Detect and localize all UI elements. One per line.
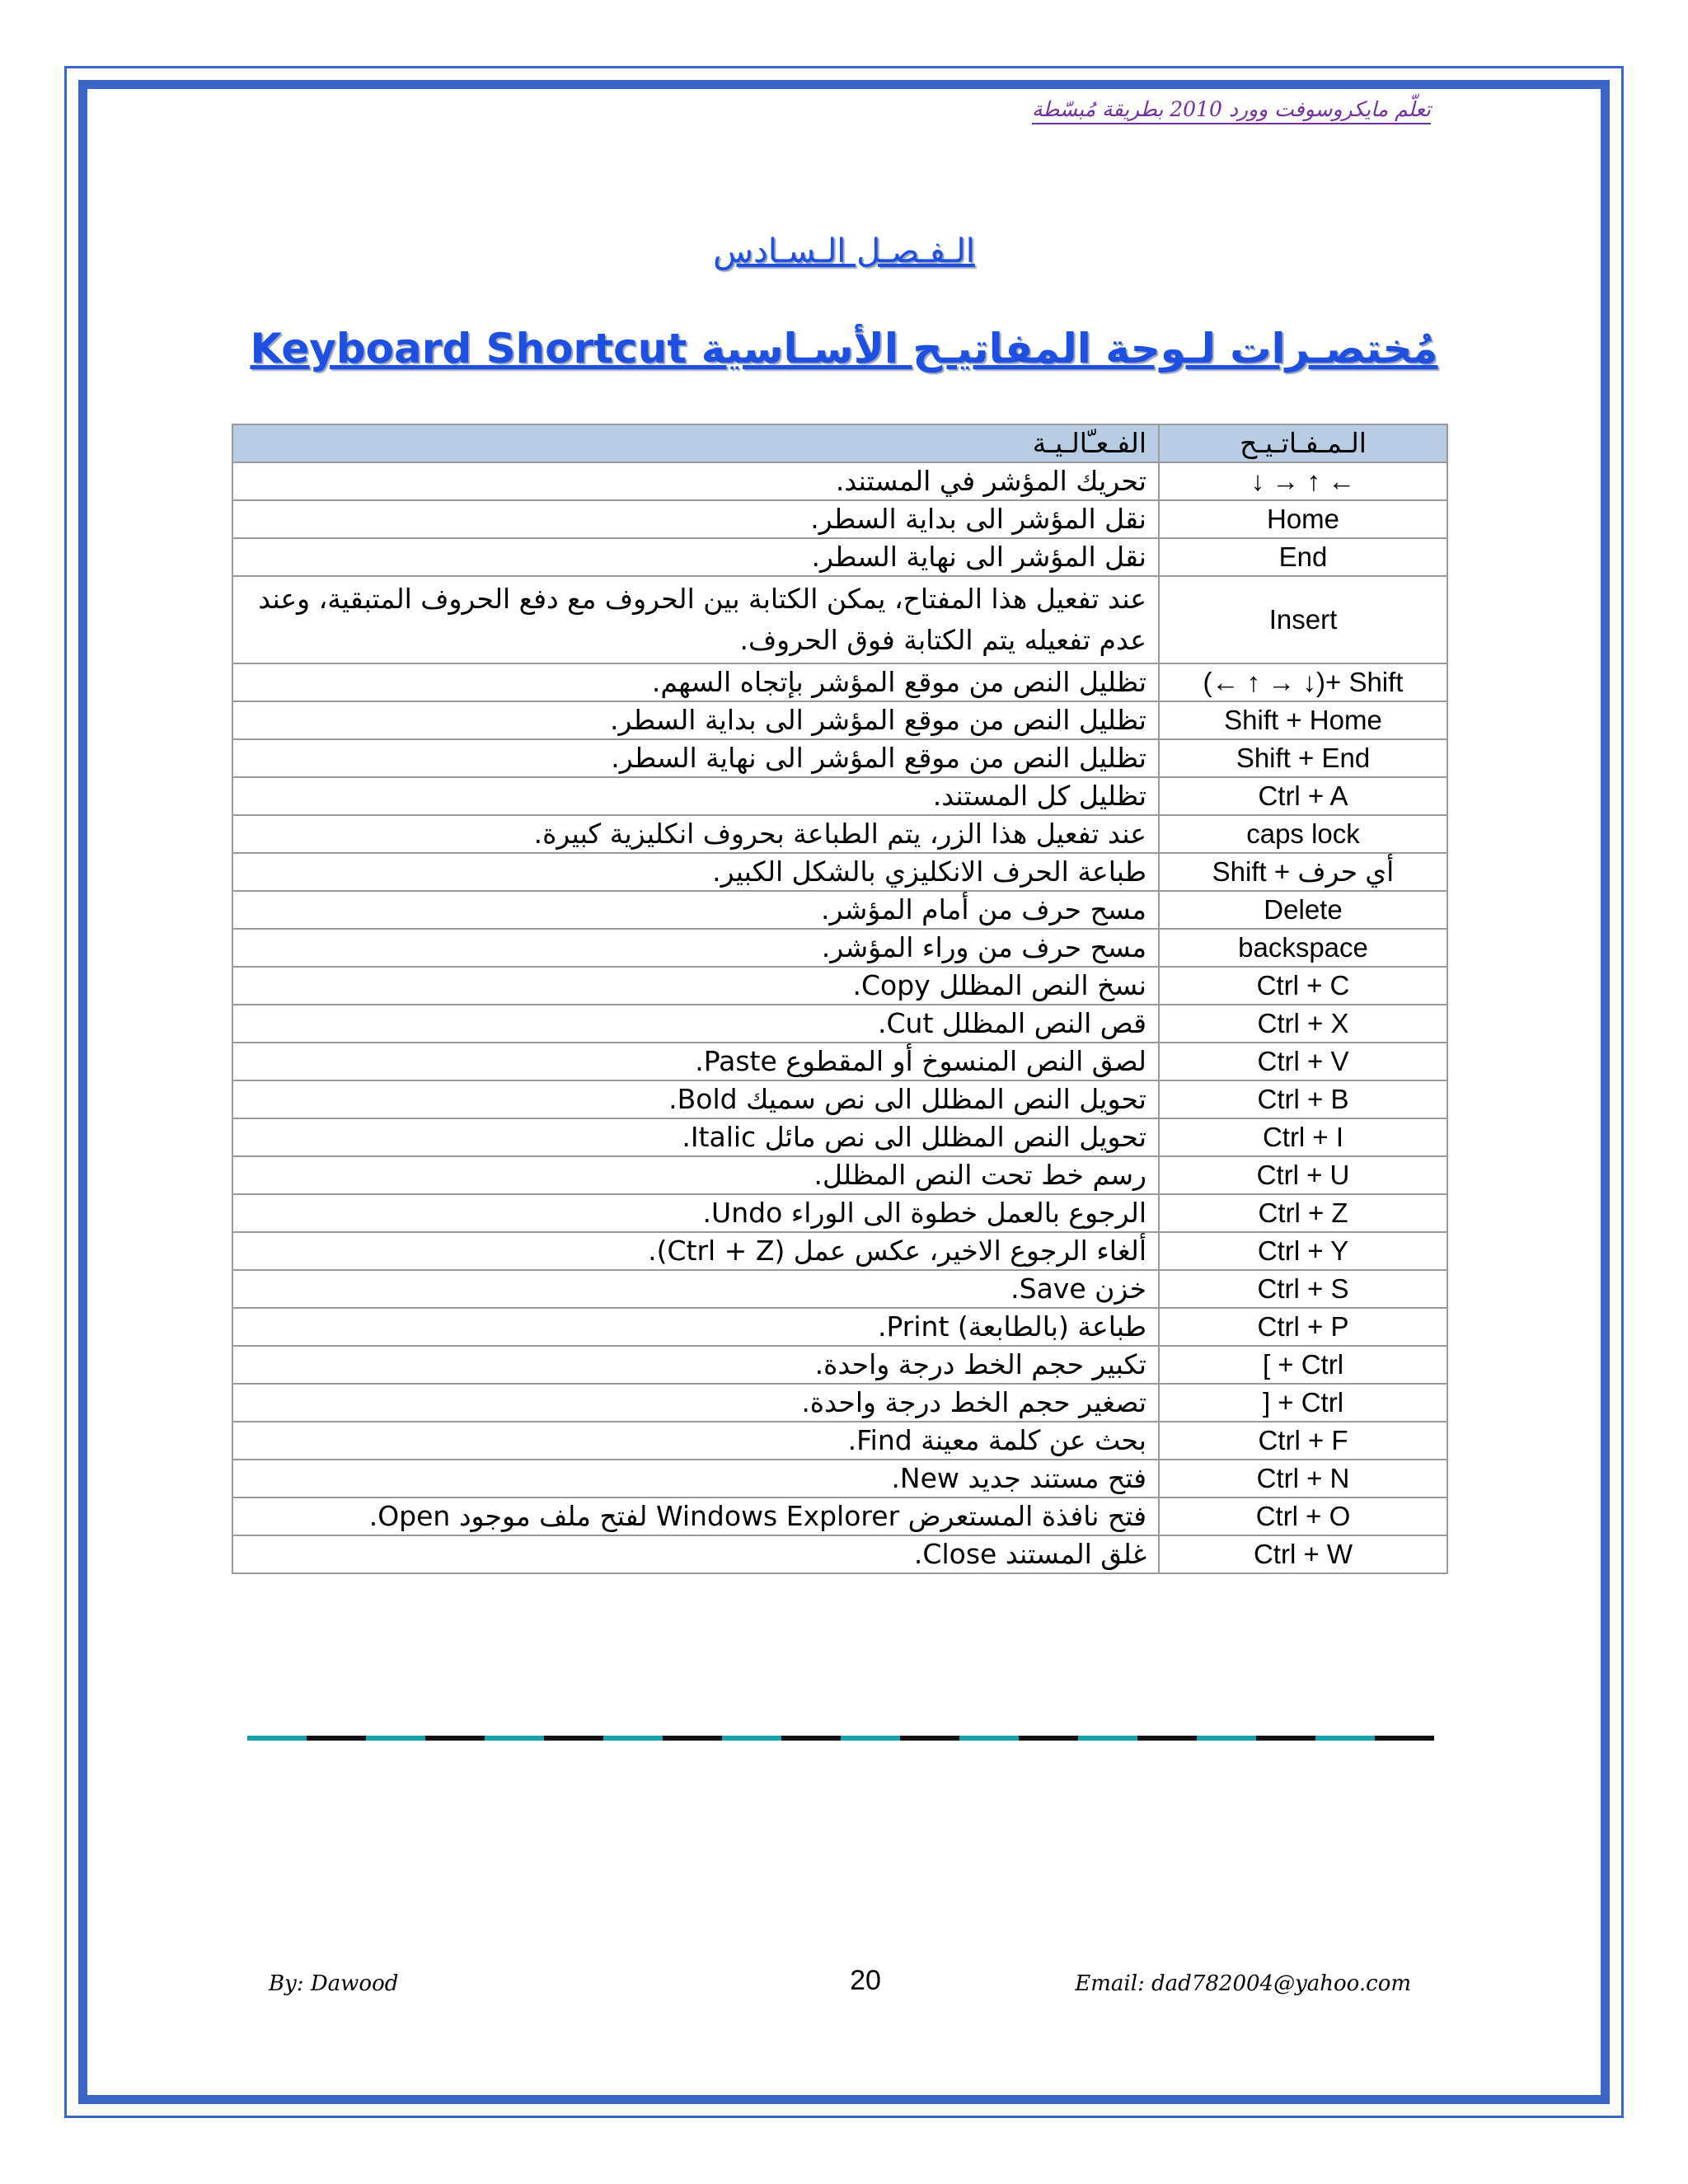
shortcut-function-cell: قص النص المظلل Cut. xyxy=(232,1005,1159,1043)
shortcut-key-cell: Shift + Home xyxy=(1159,701,1447,739)
table-body xyxy=(232,462,1447,1573)
shortcut-function-cell: فتح نافذة المستعرض Windows Explorer لفتح ملف موجود Open. xyxy=(232,1497,1159,1535)
shortcut-function-cell: الرجوع بالعمل خطوة الى الوراء Undo. xyxy=(232,1194,1159,1232)
footer-author: By: Dawood xyxy=(269,1971,399,1996)
table-header-row xyxy=(232,424,1447,462)
chapter-title: الـفـصـل الـسـادس xyxy=(713,232,975,270)
shortcut-key-cell: Ctrl + [ xyxy=(1159,1384,1447,1422)
shortcut-function-cell: عند تفعيل هذا المفتاح، يمكن الكتابة بين الحروف مع دفع الحروف المتبقية، وعند عدم تفعيله يتم الكتابة فوق الحروف. xyxy=(232,576,1159,663)
table-row xyxy=(232,576,1447,663)
shortcut-key-cell: Ctrl + I xyxy=(1159,1118,1447,1156)
shortcut-function-cell: لصق النص المنسوخ أو المقطوع Paste. xyxy=(232,1043,1159,1080)
shortcut-key-cell: backspace xyxy=(1159,929,1447,967)
shortcut-function-cell: تظليل كل المستند. xyxy=(232,777,1159,815)
table-row xyxy=(232,1422,1447,1460)
table-row xyxy=(232,1384,1447,1422)
shortcut-function-cell: نسخ النص المظلل Copy. xyxy=(232,967,1159,1005)
table-row xyxy=(232,1005,1447,1043)
shortcut-key-cell: Home xyxy=(1159,500,1447,538)
table-row xyxy=(232,1194,1447,1232)
shortcut-key-cell: Shift + End xyxy=(1159,739,1447,777)
section-title: مُختصـرات لـوحة المفاتيـح الأسـاسية Keyboard Shortcut xyxy=(250,325,1438,373)
shortcut-key-cell: End xyxy=(1159,538,1447,576)
shortcut-function-cell: تظليل النص من موقع المؤشر الى نهاية السطر. xyxy=(232,739,1159,777)
shortcut-key-cell: Ctrl + P xyxy=(1159,1308,1447,1346)
shortcut-key-cell: Ctrl + O xyxy=(1159,1497,1447,1535)
table-row xyxy=(232,967,1447,1005)
table-row xyxy=(232,500,1447,538)
function-column-header: الفـعـّالـيـة xyxy=(232,424,1159,462)
shortcut-function-cell: تكبير حجم الخط درجة واحدة. xyxy=(232,1346,1159,1384)
shortcut-key-cell: Ctrl + S xyxy=(1159,1270,1447,1308)
table-row xyxy=(232,853,1447,891)
table-row xyxy=(232,891,1447,929)
table-row xyxy=(232,777,1447,815)
table-row xyxy=(232,1270,1447,1308)
shortcut-function-cell: نقل المؤشر الى بداية السطر. xyxy=(232,500,1159,538)
table-row xyxy=(232,1118,1447,1156)
table-row xyxy=(232,929,1447,967)
shortcut-key-cell: أي حرف + Shift xyxy=(1159,853,1447,891)
shortcut-key-cell: Ctrl + Z xyxy=(1159,1194,1447,1232)
shortcut-function-cell: تحويل النص المظلل الى نص سميك Bold. xyxy=(232,1080,1159,1118)
table-row xyxy=(232,739,1447,777)
shortcut-key-cell: ← ↑ → ↓ xyxy=(1159,462,1447,500)
shortcut-function-cell: ألغاء الرجوع الاخير، عكس عمل (Ctrl + Z). xyxy=(232,1232,1159,1270)
shortcut-function-cell: رسم خط تحت النص المظلل. xyxy=(232,1156,1159,1194)
shortcut-key-cell: Shift +(↓ → ↑ ←) xyxy=(1159,663,1447,701)
shortcuts-table xyxy=(232,424,1448,1574)
shortcut-function-cell: طباعة (بالطابعة) Print. xyxy=(232,1308,1159,1346)
table-row xyxy=(232,701,1447,739)
table-row xyxy=(232,462,1447,500)
shortcut-key-cell: Ctrl + B xyxy=(1159,1080,1447,1118)
shortcut-function-cell: خزن Save. xyxy=(232,1270,1159,1308)
shortcut-function-cell: نقل المؤشر الى نهاية السطر. xyxy=(232,538,1159,576)
shortcut-function-cell: مسح حرف من وراء المؤشر. xyxy=(232,929,1159,967)
shortcut-function-cell: تظليل النص من موقع المؤشر بإتجاه السهم. xyxy=(232,663,1159,701)
table-row xyxy=(232,1346,1447,1384)
table-row xyxy=(232,1156,1447,1194)
table-row xyxy=(232,538,1447,576)
table-row xyxy=(232,1308,1447,1346)
page-number: 20 xyxy=(850,1965,881,1996)
shortcut-function-cell: غلق المستند Close. xyxy=(232,1535,1159,1573)
shortcut-function-cell: عند تفعيل هذا الزر، يتم الطباعة بحروف انكليزية كبيرة. xyxy=(232,815,1159,853)
shortcut-key-cell: Ctrl + W xyxy=(1159,1535,1447,1573)
shortcut-key-cell: Ctrl + Y xyxy=(1159,1232,1447,1270)
shortcut-function-cell: تصغير حجم الخط درجة واحدة. xyxy=(232,1384,1159,1422)
shortcut-function-cell: فتح مستند جديد New. xyxy=(232,1460,1159,1497)
shortcut-key-cell: caps lock xyxy=(1159,815,1447,853)
shortcut-function-cell: تحويل النص المظلل الى نص مائل Italic. xyxy=(232,1118,1159,1156)
table-row xyxy=(232,663,1447,701)
shortcut-function-cell: مسح حرف من أمام المؤشر. xyxy=(232,891,1159,929)
shortcut-function-cell: بحث عن كلمة معينة Find. xyxy=(232,1422,1159,1460)
shortcut-key-cell: Delete xyxy=(1159,891,1447,929)
shortcut-function-cell: تظليل النص من موقع المؤشر الى بداية السطر. xyxy=(232,701,1159,739)
shortcut-key-cell: Ctrl + F xyxy=(1159,1422,1447,1460)
table-row xyxy=(232,1232,1447,1270)
footer-email: Email: dad782004@yahoo.com xyxy=(1075,1971,1411,1996)
shortcut-function-cell: تحريك المؤشر في المستند. xyxy=(232,462,1159,500)
table-row xyxy=(232,1080,1447,1118)
table-row xyxy=(232,1460,1447,1497)
table-row xyxy=(232,1497,1447,1535)
shortcut-key-cell: Ctrl + A xyxy=(1159,777,1447,815)
table-row xyxy=(232,1535,1447,1573)
table-row xyxy=(232,815,1447,853)
shortcut-key-cell: Ctrl + V xyxy=(1159,1043,1447,1080)
shortcut-key-cell: Ctrl + N xyxy=(1159,1460,1447,1497)
shortcut-key-cell: Insert xyxy=(1159,576,1447,663)
shortcut-key-cell: Ctrl + C xyxy=(1159,967,1447,1005)
shortcut-key-cell: Ctrl + X xyxy=(1159,1005,1447,1043)
shortcut-function-cell: طباعة الحرف الانكليزي بالشكل الكبير. xyxy=(232,853,1159,891)
table-row xyxy=(232,1043,1447,1080)
running-header: تعلّم مايكروسوفت وورد 2010 بطريقة مُبسّطة xyxy=(1032,97,1431,124)
keys-column-header: الـمـفـاتـيـح xyxy=(1159,424,1447,462)
shortcut-key-cell: Ctrl + U xyxy=(1159,1156,1447,1194)
decorative-divider xyxy=(247,1736,1434,1741)
shortcut-key-cell: Ctrl + ] xyxy=(1159,1346,1447,1384)
